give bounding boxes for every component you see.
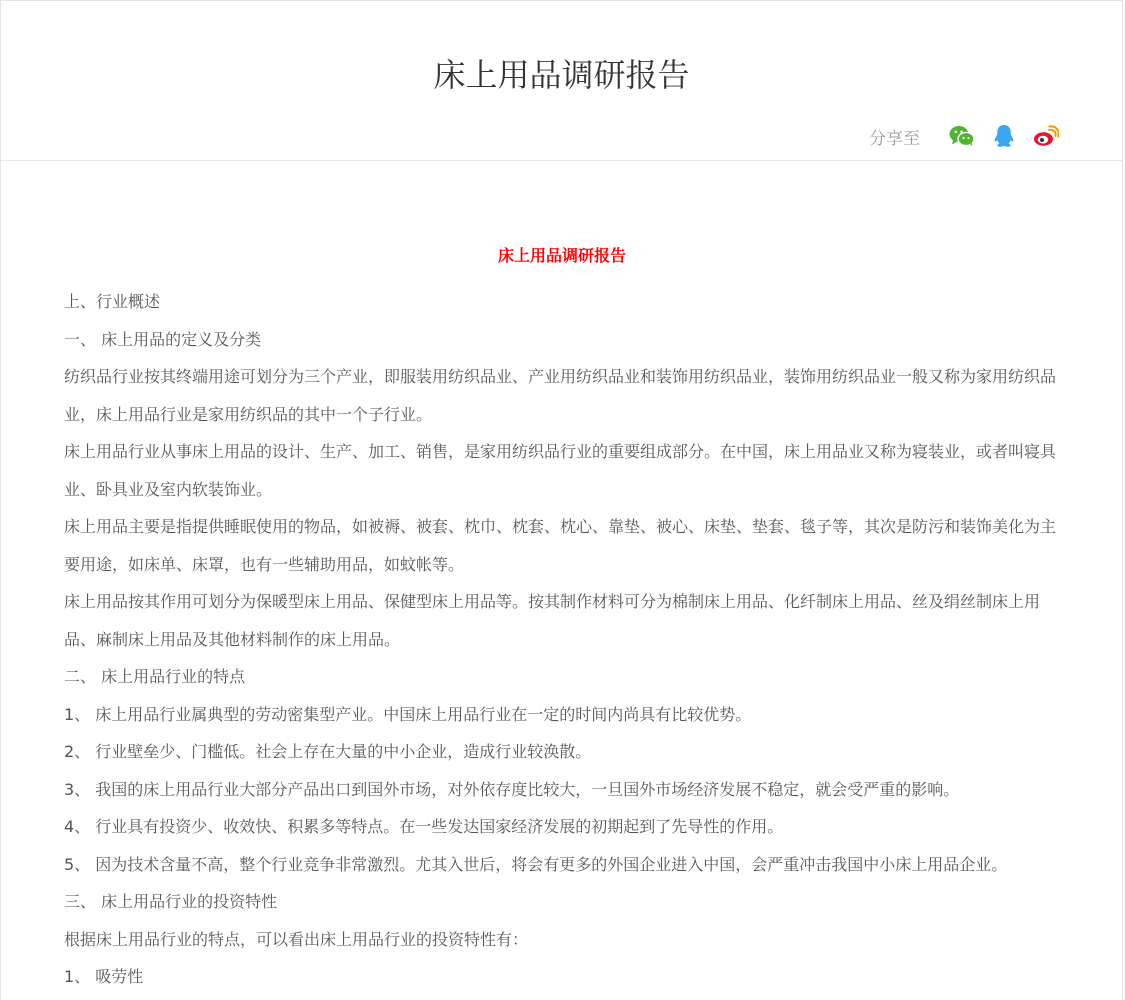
article-paragraph: 1、 床上用品行业属典型的劳动密集型产业。中国床上用品行业在一定的时间内尚具有比较优势。 [64, 704, 752, 724]
article-paragraph: 一、 床上用品的定义及分类 [64, 329, 262, 349]
article-paragraph: 4、 行业具有投资少、收效快、积累多等特点。在一些发达国家经济发展的初期起到了先导性的作用。 [64, 817, 784, 836]
article-paragraph: 3、 我国的床上用品行业大部分产品出口到国外市场，对外依存度比较大，一旦国外市场经济发展不稳定，就会受严重的影响。 [64, 779, 960, 799]
weibo-share-button[interactable] [1032, 122, 1060, 150]
article-paragraph: 床上用品按其作用可划分为保暖型床上用品、保健型床上用品等。按其制作材料可分为棉制床上用品、化纤制床上用品、丝及绢丝制床上用品、麻制床上用品及其他材料制作的床上用品。 [64, 592, 1041, 649]
article-paragraph: 床上用品行业从事床上用品的设计、生产、加工、销售，是家用纺织品行业的重要组成部分。在中国，床上用品业又称为寝装业，或者叫寝具业、卧具业及室内软装饰业。 [64, 442, 1057, 499]
article-paragraphs [64, 283, 1060, 996]
article-body [1, 161, 1122, 996]
article-paragraph: 纺织品行业按其终端用途可划分为三个产业，即服装用纺织品业、产业用纺织品业和装饰用纺织品业，装饰用纺织品业一般又称为家用纺织品业，床上用品行业是家用纺织品的其中一个子行业。 [64, 367, 1057, 424]
share-label: 分享至 [869, 128, 920, 149]
qq-share-button[interactable] [990, 122, 1018, 150]
wechat-icon [949, 125, 975, 147]
article-paragraph: 上、行业概述 [64, 292, 161, 311]
article-paragraph: 根据床上用品行业的特点，可以看出床上用品行业的投资特性有： [64, 929, 529, 949]
article-paragraph: 三、 床上用品行业的投资特性 [64, 892, 278, 911]
share-bar [869, 122, 1060, 150]
article-title: 床上用品调研报告 [497, 246, 626, 265]
article-paragraph: 床上用品主要是指提供睡眠使用的物品，如被褥、被套、枕巾、枕套、枕心、靠垫、被心、床垫、垫套、毯子等，其次是防污和装饰美化为主要用途，如床单、床罩，也有一些辅助用品，如蚊帐等。 [64, 517, 1057, 574]
article-paragraph: 二、 床上用品行业的特点 [64, 667, 246, 686]
wechat-share-button[interactable] [948, 122, 976, 150]
weibo-icon [1033, 125, 1059, 147]
article-paragraph: 1、 吸劳性 [64, 967, 144, 986]
qq-icon [993, 124, 1015, 148]
article-paragraph: 5、 因为技术含量不高，整个行业竞争非常激烈。尤其入世后，将会有更多的外国企业进入中国，会严重冲击我国中小床上用品企业。 [64, 854, 1008, 874]
page-header [1, 1, 1122, 161]
article-paragraph: 2、 行业壁垒少、门槛低。社会上存在大量的中小企业，造成行业较涣散。 [64, 742, 592, 761]
page-title: 床上用品调研报告 [433, 56, 690, 94]
